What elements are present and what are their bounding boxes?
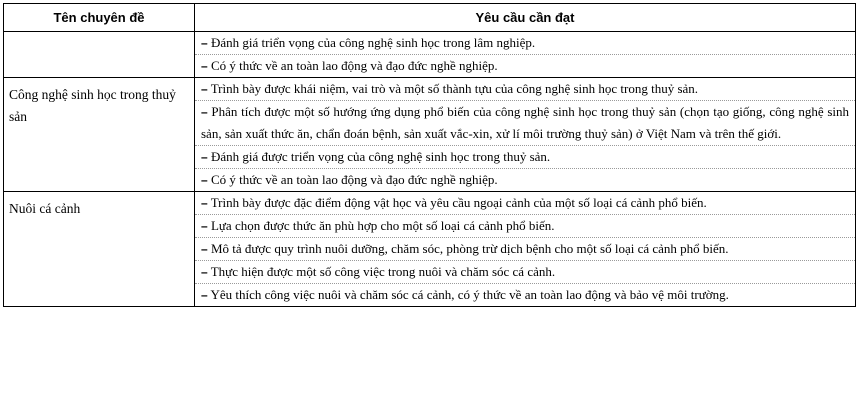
table-row-forestry-continued (4, 32, 856, 78)
requirement-item (195, 145, 855, 168)
requirement-text: Mô tả được quy trình nuôi dưỡng, chăm sóc, phòng trừ dịch bệnh cho một số loại cá cảnh phổ biến. (210, 241, 729, 256)
curriculum-table (3, 3, 856, 307)
topic-cell (4, 32, 195, 78)
requirements-cell (195, 32, 856, 78)
dash-marker: – (201, 105, 208, 119)
requirement-text: Đánh giá triển vọng của công nghệ sinh học trong lâm nghiệp. (210, 35, 536, 50)
requirement-item (195, 260, 855, 283)
dash-marker: – (201, 242, 208, 256)
requirement-text: Phân tích được một số hướng ứng dụng phổ biến của công nghệ sinh học trong thuỷ sản (chọn tạo giống, công nghệ sinh sản, sản xuất thức ăn, chẩn đoán bệnh, sản xuất vắc-xin, xử lí môi trường thuỷ sản) ở Việt Nam và trên thế giới. (201, 104, 849, 141)
requirement-text: Lựa chọn được thức ăn phù hợp cho một số loại cá cảnh phổ biến. (210, 218, 555, 233)
requirement-text: Yêu thích công việc nuôi và chăm sóc cá cảnh, có ý thức về an toàn lao động và bảo vệ môi trường. (210, 287, 729, 302)
requirement-item (195, 192, 855, 214)
requirement-item (195, 237, 855, 260)
requirements-cell (195, 78, 856, 192)
topic-cell (4, 192, 195, 307)
requirement-text: Có ý thức về an toàn lao động và đạo đức nghề nghiệp. (210, 58, 498, 73)
header-requirements: Yêu cầu cần đạt (195, 4, 856, 32)
requirement-item (195, 78, 855, 100)
requirements-cell (195, 192, 856, 307)
dash-marker: – (201, 288, 208, 302)
dash-marker: – (201, 36, 208, 50)
requirement-text: Thực hiện được một số công việc trong nuôi và chăm sóc cá cảnh. (210, 264, 556, 279)
requirement-text: Trình bày được đặc điểm động vật học và yêu cầu ngoại cảnh của một số loại cá cảnh phổ biến. (210, 195, 707, 210)
table-row-aquaculture-biotech (4, 78, 856, 192)
requirement-item (195, 54, 855, 77)
dash-marker: – (201, 173, 208, 187)
requirement-item (195, 283, 855, 306)
requirement-item (195, 214, 855, 237)
header-row (4, 4, 856, 32)
dash-marker: – (201, 219, 208, 233)
dash-marker: – (201, 82, 208, 96)
requirement-item (195, 168, 855, 191)
table-row-ornamental-fish (4, 192, 856, 307)
dash-marker: – (201, 150, 208, 164)
dash-marker: – (201, 196, 208, 210)
dash-marker: – (201, 59, 208, 73)
topic-cell (4, 78, 195, 192)
topic-name: Nuôi cá cảnh (9, 201, 81, 216)
topic-name (4, 32, 194, 38)
requirement-text: Có ý thức về an toàn lao động và đạo đức nghề nghiệp. (210, 172, 498, 187)
topic-name: Công nghệ sinh học trong thuỷ sản (9, 87, 176, 124)
header-topic: Tên chuyên đề (4, 4, 195, 32)
dash-marker: – (201, 265, 208, 279)
requirement-item (195, 32, 855, 54)
requirement-text: Đánh giá được triển vọng của công nghệ sinh học trong thuỷ sản. (210, 149, 551, 164)
requirement-item (195, 100, 855, 145)
requirement-text: Trình bày được khái niệm, vai trò và một số thành tựu của công nghệ sinh học trong thuỷ sản. (210, 81, 699, 96)
